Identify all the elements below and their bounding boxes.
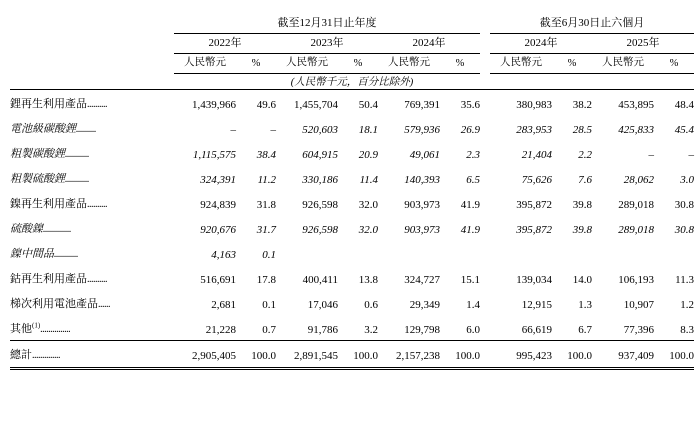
row-label-text: 粗製碳酸鋰 bbox=[10, 147, 65, 160]
cell-percent: 48.4 bbox=[674, 98, 694, 111]
cell-amount: 21,404 bbox=[521, 148, 552, 161]
leader-dots: ............ bbox=[65, 148, 89, 160]
row-label bbox=[10, 265, 174, 290]
row-label bbox=[10, 115, 174, 140]
revenue-breakdown-table bbox=[10, 14, 694, 370]
table-body bbox=[10, 90, 694, 369]
cell-amount: 579,936 bbox=[404, 123, 440, 136]
total-percent: 100.0 bbox=[440, 341, 480, 369]
cell-amount: 926,598 bbox=[302, 198, 338, 211]
cell-percent: 17.8 bbox=[256, 273, 276, 286]
cell-amount: 289,018 bbox=[618, 198, 654, 211]
cell-percent: 11.3 bbox=[675, 273, 694, 286]
currency-note: (人民幣千元，百分比除外) bbox=[290, 77, 414, 88]
cell-percent: 0.6 bbox=[364, 298, 378, 311]
column-gap bbox=[480, 90, 490, 115]
cell-percent: 0.1 bbox=[262, 298, 276, 311]
total-amount: 937,409 bbox=[592, 341, 654, 369]
leader-dots: ...... bbox=[98, 298, 110, 310]
table-row bbox=[10, 165, 694, 190]
cell-percent bbox=[338, 240, 378, 265]
cell-amount: 400,411 bbox=[302, 273, 338, 286]
header-year-2024: 2024年 bbox=[378, 34, 480, 54]
total-amount: 2,905,405 bbox=[174, 341, 236, 369]
cell-amount: 1,439,966 bbox=[192, 98, 236, 111]
cell-amount: 10,907 bbox=[623, 298, 654, 311]
cell-percent: 30.8 bbox=[674, 223, 694, 236]
cell-percent: 7.6 bbox=[578, 173, 592, 186]
row-label bbox=[10, 90, 174, 115]
cell-percent: 45.4 bbox=[674, 123, 694, 136]
header-year-2025-interim: 2025年 bbox=[592, 34, 694, 54]
row-label bbox=[10, 190, 174, 215]
cell-percent: 11.2 bbox=[257, 173, 276, 186]
header-unit-pct-2025h: % bbox=[654, 54, 694, 74]
cell-amount: 324,391 bbox=[200, 173, 236, 186]
cell-percent: 6.7 bbox=[578, 323, 592, 336]
cell-amount: 516,691 bbox=[200, 273, 236, 286]
leader-dots: .............. bbox=[32, 350, 60, 361]
leader-dots: .......... bbox=[87, 98, 107, 110]
header-year-2023: 2023年 bbox=[276, 34, 378, 54]
cell-amount: 289,018 bbox=[618, 223, 654, 236]
cell-percent bbox=[440, 240, 480, 265]
cell-amount: 66,619 bbox=[521, 323, 552, 336]
total-percent: 100.0 bbox=[654, 341, 694, 369]
column-gap bbox=[480, 240, 490, 265]
cell-amount: 604,915 bbox=[302, 148, 338, 161]
cell-amount: 49,061 bbox=[409, 148, 440, 161]
column-gap bbox=[480, 315, 490, 341]
cell-amount: 1,455,704 bbox=[294, 98, 338, 111]
cell-percent: 32.0 bbox=[358, 198, 378, 211]
column-gap bbox=[480, 140, 490, 165]
cell-amount: 12,915 bbox=[521, 298, 552, 311]
cell-percent: 50.4 bbox=[358, 98, 378, 111]
leader-dots: ............... bbox=[40, 323, 71, 335]
cell-amount: 903,973 bbox=[404, 223, 440, 236]
cell-percent: 26.9 bbox=[460, 123, 480, 136]
cell-amount: 140,393 bbox=[404, 173, 440, 186]
cell-amount: 4,163 bbox=[211, 248, 236, 261]
cell-amount: 769,391 bbox=[404, 98, 440, 111]
cell-percent: 6.0 bbox=[466, 323, 480, 336]
cell-amount: 395,872 bbox=[516, 198, 552, 211]
cell-percent: 15.1 bbox=[460, 273, 480, 286]
cell-percent: 31.8 bbox=[256, 198, 276, 211]
cell-amount: 425,833 bbox=[618, 123, 654, 136]
header-unit-amount-2025h: 人民幣元 bbox=[592, 54, 654, 74]
row-label bbox=[10, 240, 174, 265]
cell-percent: 30.8 bbox=[674, 198, 694, 211]
cell-amount: 106,193 bbox=[618, 273, 654, 286]
cell-percent: 20.9 bbox=[358, 148, 378, 161]
header-spacer-3 bbox=[10, 54, 174, 74]
cell-percent: 13.8 bbox=[358, 273, 378, 286]
leader-dots: .......... bbox=[87, 273, 107, 285]
row-label-text: 鎳中間品 bbox=[10, 247, 54, 260]
header-year-2022: 2022年 bbox=[174, 34, 276, 54]
cell-percent: 6.5 bbox=[466, 173, 480, 186]
cell-percent bbox=[552, 240, 592, 265]
cell-percent: – bbox=[688, 148, 694, 161]
cell-amount: 91,786 bbox=[307, 323, 338, 336]
leader-dots: .......... bbox=[76, 123, 96, 135]
total-label bbox=[10, 341, 174, 369]
cell-percent: 32.0 bbox=[358, 223, 378, 236]
cell-percent: 2.2 bbox=[578, 148, 592, 161]
cell-percent: 8.3 bbox=[680, 323, 694, 336]
cell-percent: 38.2 bbox=[572, 98, 592, 111]
header-group-annual: 截至12月31日止年度 bbox=[174, 14, 480, 34]
row-label-footnote: (1) bbox=[32, 320, 41, 329]
row-label bbox=[10, 315, 174, 341]
leader-dots: .............. bbox=[43, 223, 71, 235]
header-unit-row bbox=[10, 54, 694, 74]
table-row bbox=[10, 215, 694, 240]
column-gap bbox=[480, 265, 490, 290]
cell-amount: 330,186 bbox=[302, 173, 338, 186]
cell-percent: 1.3 bbox=[578, 298, 592, 311]
table-row bbox=[10, 290, 694, 315]
row-label-text: 粗製硫酸鋰 bbox=[10, 172, 65, 185]
total-amount: 995,423 bbox=[490, 341, 552, 369]
cell-percent: 1.4 bbox=[466, 298, 480, 311]
table-row bbox=[10, 190, 694, 215]
cell-amount bbox=[378, 240, 440, 265]
row-label-text: 梯次利用電池產品 bbox=[10, 297, 98, 310]
row-label bbox=[10, 290, 174, 315]
cell-percent: 41.9 bbox=[460, 223, 480, 236]
header-unit-pct-2024h: % bbox=[552, 54, 592, 74]
cell-percent: 14.0 bbox=[572, 273, 592, 286]
total-amount: 2,157,238 bbox=[378, 341, 440, 369]
cell-percent: 18.1 bbox=[358, 123, 378, 136]
cell-percent: 0.1 bbox=[262, 248, 276, 261]
leader-dots: .......... bbox=[87, 198, 107, 210]
cell-amount: 29,349 bbox=[409, 298, 440, 311]
cell-percent: 0.7 bbox=[262, 323, 276, 336]
table-total-row bbox=[10, 341, 694, 369]
table-row bbox=[10, 240, 694, 265]
cell-amount: 324,727 bbox=[404, 273, 440, 286]
cell-amount: 924,839 bbox=[200, 198, 236, 211]
cell-amount bbox=[592, 240, 654, 265]
cell-amount: 28,062 bbox=[623, 173, 654, 186]
table-row bbox=[10, 315, 694, 341]
total-amount: 2,891,545 bbox=[276, 341, 338, 369]
cell-percent: 28.5 bbox=[572, 123, 592, 136]
total-percent: 100.0 bbox=[338, 341, 378, 369]
header-unit-amount-2023: 人民幣元 bbox=[276, 54, 338, 74]
cell-percent: – bbox=[270, 123, 276, 136]
cell-amount: 903,973 bbox=[404, 198, 440, 211]
cell-amount: 1,115,575 bbox=[192, 148, 236, 161]
cell-amount: 920,676 bbox=[200, 223, 236, 236]
header-group-row bbox=[10, 14, 694, 34]
header-year-row bbox=[10, 34, 694, 54]
table-row bbox=[10, 115, 694, 140]
row-label bbox=[10, 140, 174, 165]
cell-percent: 38.4 bbox=[256, 148, 276, 161]
row-label-text: 硫酸鎳 bbox=[10, 222, 43, 235]
leader-dots: ............ bbox=[54, 248, 78, 260]
table-row bbox=[10, 140, 694, 165]
cell-percent: 49.6 bbox=[256, 98, 276, 111]
cell-amount: 139,034 bbox=[516, 273, 552, 286]
cell-percent: 41.9 bbox=[460, 198, 480, 211]
cell-amount: 129,798 bbox=[404, 323, 440, 336]
cell-amount bbox=[276, 240, 338, 265]
column-gap bbox=[480, 290, 490, 315]
row-label-text: 鋰再生利用產品 bbox=[10, 97, 87, 110]
cell-amount: 926,598 bbox=[302, 223, 338, 236]
column-gap bbox=[480, 341, 490, 369]
total-percent: 100.0 bbox=[236, 341, 276, 369]
cell-percent: 31.7 bbox=[256, 223, 276, 236]
cell-amount: 380,983 bbox=[516, 98, 552, 111]
row-label-text: 其他 bbox=[10, 322, 32, 335]
cell-amount: 21,228 bbox=[205, 323, 236, 336]
cell-amount: 17,046 bbox=[307, 298, 338, 311]
header-unit-amount-2024h: 人民幣元 bbox=[490, 54, 552, 74]
cell-percent: 3.2 bbox=[364, 323, 378, 336]
header-gap-3 bbox=[480, 54, 490, 74]
cell-amount: – bbox=[230, 123, 236, 136]
currency-note-row bbox=[10, 74, 694, 90]
table-row bbox=[10, 90, 694, 115]
header-group-interim: 截至6月30日止六個月 bbox=[490, 14, 694, 34]
cell-percent: 2.3 bbox=[466, 148, 480, 161]
cell-amount: 520,603 bbox=[302, 123, 338, 136]
cell-amount: 77,396 bbox=[623, 323, 654, 336]
header-spacer bbox=[10, 14, 174, 34]
row-label bbox=[10, 165, 174, 190]
row-label-text: 電池級碳酸鋰 bbox=[10, 122, 76, 135]
column-gap bbox=[480, 215, 490, 240]
header-unit-pct-2023: % bbox=[338, 54, 378, 74]
cell-percent: 39.8 bbox=[572, 223, 592, 236]
header-unit-pct-2024: % bbox=[440, 54, 480, 74]
cell-percent: 35.6 bbox=[460, 98, 480, 111]
cell-percent: 1.2 bbox=[680, 298, 694, 311]
cell-amount bbox=[490, 240, 552, 265]
leader-dots: ............ bbox=[65, 173, 89, 185]
row-label-text: 鈷再生利用產品 bbox=[10, 272, 87, 285]
total-percent: 100.0 bbox=[552, 341, 592, 369]
cell-amount: 283,953 bbox=[516, 123, 552, 136]
header-gap bbox=[480, 14, 490, 34]
header-spacer-2 bbox=[10, 34, 174, 54]
cell-percent: 11.4 bbox=[359, 173, 378, 186]
cell-percent bbox=[654, 240, 694, 265]
header-year-2024-interim: 2024年 bbox=[490, 34, 592, 54]
cell-amount: 453,895 bbox=[618, 98, 654, 111]
table-row bbox=[10, 265, 694, 290]
header-unit-amount-2022: 人民幣元 bbox=[174, 54, 236, 74]
column-gap bbox=[480, 165, 490, 190]
cell-percent: 39.8 bbox=[572, 198, 592, 211]
total-label-text: 總計 bbox=[10, 349, 32, 361]
cell-amount: 2,681 bbox=[211, 298, 236, 311]
cell-amount: 75,626 bbox=[521, 173, 552, 186]
cell-percent: 3.0 bbox=[680, 173, 694, 186]
header-gap-2 bbox=[480, 34, 490, 54]
column-gap bbox=[480, 115, 490, 140]
column-gap bbox=[480, 190, 490, 215]
header-unit-pct-2022: % bbox=[236, 54, 276, 74]
header-unit-amount-2024: 人民幣元 bbox=[378, 54, 440, 74]
row-label bbox=[10, 215, 174, 240]
row-label-text: 鎳再生利用產品 bbox=[10, 197, 87, 210]
cell-amount: 395,872 bbox=[516, 223, 552, 236]
cell-amount: – bbox=[648, 148, 654, 161]
